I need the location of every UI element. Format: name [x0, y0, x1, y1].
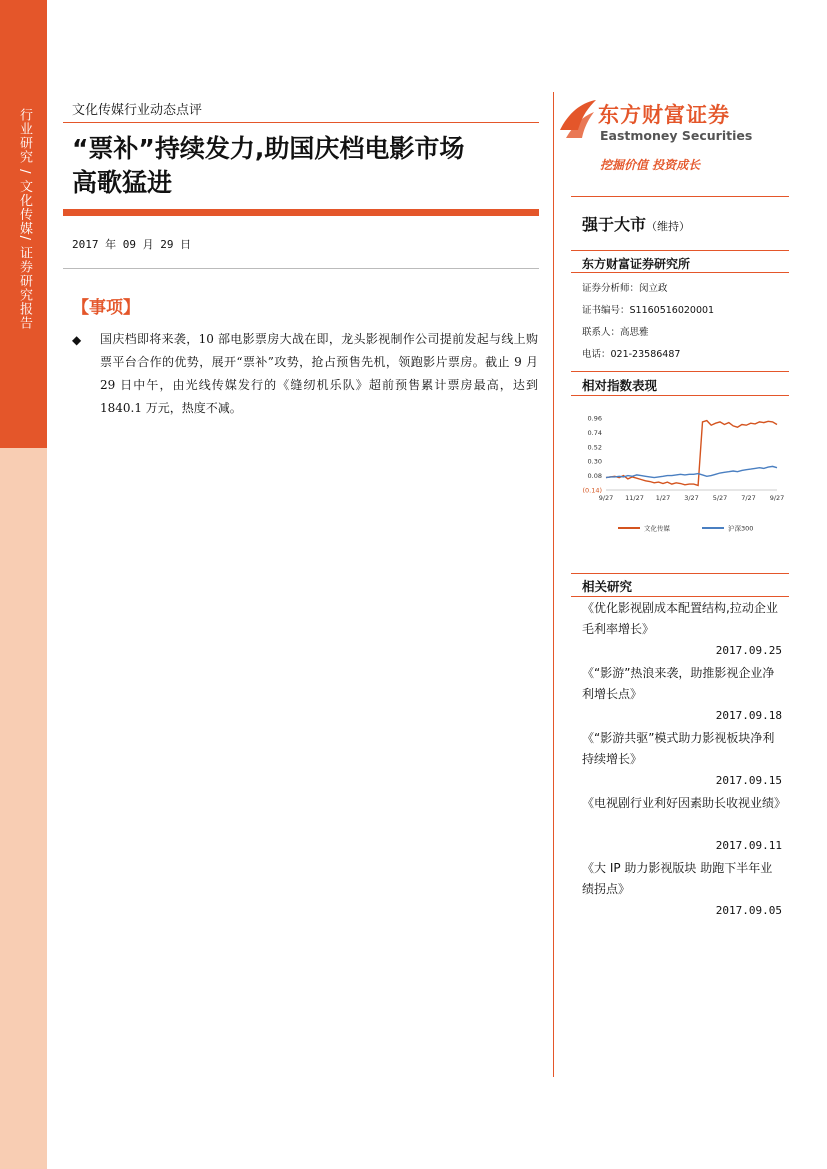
research-date: 2017.09.15	[715, 774, 782, 787]
relative-index-chart	[572, 410, 787, 535]
chart-section-title: 相对指数表现	[582, 378, 658, 393]
column-divider	[553, 92, 554, 1077]
research-date: 2017.09.18	[715, 709, 782, 722]
report-date: 2017 年 09 月 29 日	[72, 238, 192, 251]
divider	[571, 250, 789, 251]
title-bar	[63, 209, 539, 216]
title-line-2: 高歌猛进	[72, 168, 173, 197]
sidebar-lower	[0, 448, 47, 1169]
y-tick-label: 0.96	[587, 414, 602, 423]
divider	[571, 573, 789, 574]
research-date: 2017.09.05	[715, 904, 782, 917]
contact: 联系人：高思雅	[582, 327, 649, 338]
research-item[interactable]: 《电视剧行业利好因素助长收视业绩》	[582, 796, 787, 810]
y-tick-label: 0.52	[587, 443, 602, 452]
y-tick-label: 0.74	[587, 428, 602, 437]
x-tick-label: 3/27	[684, 494, 699, 502]
rating	[582, 212, 690, 235]
research-item[interactable]: 《大 IP 助力影视版块 助跑下半年业绩拐点》	[582, 861, 773, 896]
body-paragraph: 国庆档即将来袭，10 部电影票房大战在即，龙头影视制作公司提前发起与线上购票平台合作的优势，展开“票补”攻势，抢占预售先机，领跑影片票房。截止 9 月 29 日中午，由光线传媒发行的《缝纫机乐队》超前预售累计票房最高，达到 1840.1 万元，热度不减。	[100, 332, 538, 415]
divider	[63, 122, 539, 123]
research-item[interactable]: 《优化影视剧成本配置结构,拉动企业毛利率增长》	[582, 601, 778, 636]
x-tick-label: 7/27	[741, 494, 756, 502]
phone: 电话：021-23586487	[582, 349, 681, 360]
research-item[interactable]: 《“影游共驱”模式助力影视板块净利持续增长》	[582, 731, 775, 766]
doc-type: 文化传媒行业动态点评	[72, 103, 203, 118]
title-line-1: “票补”持续发力,助国庆档电影市场	[72, 134, 465, 163]
brand-slogan: 挖掘价值 投资成长	[600, 158, 701, 172]
x-tick-label: 11/27	[625, 494, 644, 502]
divider	[63, 268, 539, 269]
y-tick-label: 0.08	[587, 472, 602, 481]
x-tick-label: 9/27	[598, 494, 614, 502]
legend-label: 沪深300	[728, 524, 754, 533]
brand-name-en: Eastmoney Securities	[600, 128, 753, 143]
series-line	[606, 466, 777, 477]
divider	[571, 395, 789, 396]
rating-label: 强于大市	[582, 215, 647, 234]
related-research-title: 相关研究	[582, 579, 633, 594]
x-tick-label: 9/27	[769, 494, 785, 502]
research-date: 2017.09.11	[715, 839, 782, 852]
divider	[571, 272, 789, 273]
section-heading: 【事项】	[72, 298, 140, 318]
certificate: 证书编号：S1160516020001	[582, 305, 715, 316]
research-item[interactable]: 《“影游”热浪来袭，助推影视企业净利增长点》	[582, 666, 775, 701]
institute-name: 东方财富证券研究所	[582, 257, 691, 271]
rating-note: （维持）	[646, 220, 691, 233]
x-tick-label: 1/27	[655, 494, 671, 502]
bullet-icon: ◆	[72, 333, 82, 347]
y-tick-label: 0.30	[587, 457, 602, 466]
brand-name-cn: 东方财富证券	[598, 103, 730, 127]
y-tick-label: (0.14)	[582, 486, 602, 495]
divider	[571, 371, 789, 372]
research-date: 2017.09.25	[715, 644, 782, 657]
sidebar-label: 行业研究 / 文化传媒/ 证券研究报告	[17, 108, 32, 331]
legend-label: 文化传媒	[644, 524, 670, 533]
x-tick-label: 5/27	[712, 494, 728, 502]
report-title	[72, 132, 542, 200]
divider	[571, 196, 789, 197]
analyst: 证券分析师：闵立政	[582, 283, 668, 294]
divider	[571, 596, 789, 597]
